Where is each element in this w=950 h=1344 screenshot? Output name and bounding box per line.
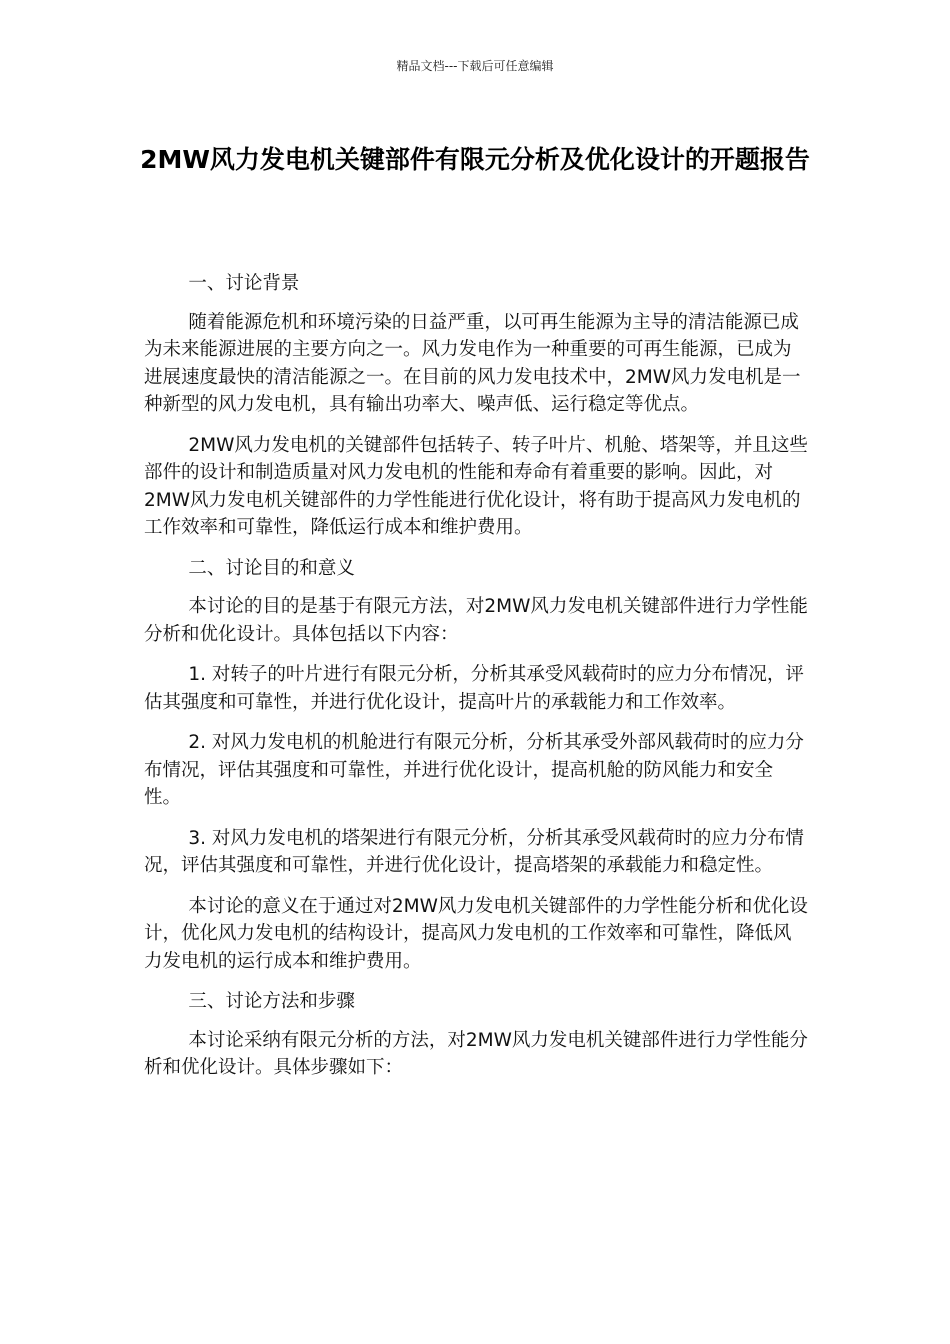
page-title: 2MW风力发电机关键部件有限元分析及优化设计的开题报告 <box>140 145 810 174</box>
paragraph: 本讨论的意义在于通过对2MW风力发电机关键部件的力学性能分析和优化设计，优化风力发电机的结构设计，提高风力发电机的工作效率和可靠性，降低风力发电机的运行成本和维护费用。 <box>144 895 808 972</box>
paragraph: 随着能源危机和环境污染的日益严重，以可再生能源为主导的清洁能源已成为未来能源进展的主要方向之一。风力发电作为一种重要的可再生能源，已成为进展速度最快的清洁能源之一。在目前的风力发电技术中，2MW风力发电机是一种新型的风力发电机，具有输出功率大、噪声低、运行稳定等优点。 <box>144 311 801 415</box>
paragraph: 2MW风力发电机的关键部件包括转子、转子叶片、机舱、塔架等，并且这些部件的设计和制造质量对风力发电机的性能和寿命有着重要的影响。因此，对2MW风力发电机关键部件的力学性能进行优化设计，将有助于提高风力发电机的工作效率和可靠性，降低运行成本和维护费用。 <box>144 434 808 538</box>
paragraph: 本讨论采纳有限元分析的方法，对2MW风力发电机关键部件进行力学性能分析和优化设计。具体步骤如下： <box>144 1029 808 1078</box>
list-item-1: 1. 对转子的叶片进行有限元分析，分析其承受风载荷时的应力分布情况，评估其强度和可靠性，并进行优化设计，提高叶片的承载能力和工作效率。 <box>144 664 804 713</box>
section-heading-purpose: 二、讨论目的和意义 <box>188 557 355 579</box>
list-item-2: 2. 对风力发电机的机舱进行有限元分析，分析其承受外部风载荷时的应力分布情况，评估其强度和可靠性，并进行优化设计，提高机舱的防风能力和安全性。 <box>144 732 804 808</box>
header-note: 精品文档---下载后可任意编辑 <box>396 59 554 73</box>
list-item-3: 3. 对风力发电机的塔架进行有限元分析，分析其承受风载荷时的应力分布情况，评估其强度和可靠性，并进行优化设计，提高塔架的承载能力和稳定性。 <box>144 827 804 876</box>
paragraph: 本讨论的目的是基于有限元方法，对2MW风力发电机关键部件进行力学性能分析和优化设计。具体包括以下内容： <box>144 596 808 645</box>
section-heading-background: 一、讨论背景 <box>188 273 300 294</box>
section-heading-method: 三、讨论方法和步骤 <box>188 991 355 1012</box>
document-body <box>144 270 808 1095</box>
